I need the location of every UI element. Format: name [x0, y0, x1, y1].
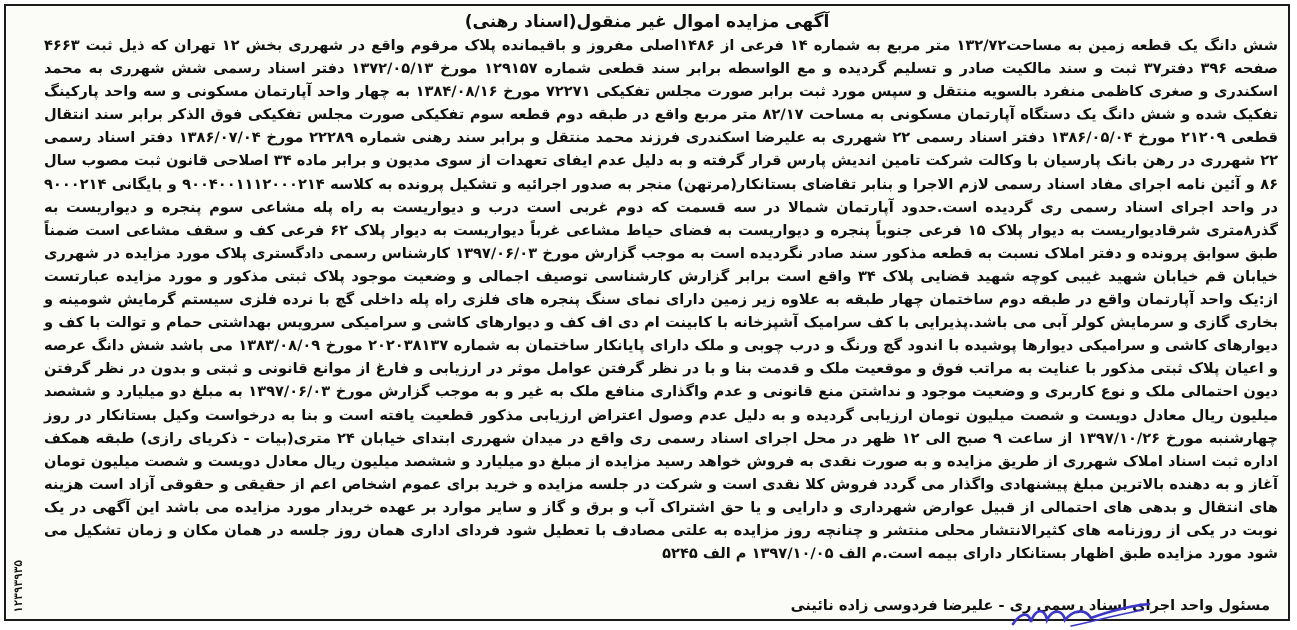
side-reference-code — [8, 551, 28, 621]
handwritten-scribble — [1011, 602, 1151, 630]
notice-signature: مسئول واحد اجرای اسناد رسمی ری - علیرضا فردوسی زاده نائینی — [790, 597, 1270, 614]
side-reference-code-text: ۱۲۳۹۳۹۳۵ — [11, 559, 25, 613]
auction-notice — [4, 4, 1290, 621]
notice-body: شش دانگ یک قطعه زمین به مساحت۱۳۲/۷۲ متر مربع به شماره ۱۴ فرعی از ۱۴۸۶اصلی مفروز و باقیمانده پلاک مرقوم واقع در شهرری بخش ۱۲ تهران که ذیل ثبت ۴۶۶۳ صفحه ۳۹۶ دفتر۳۷ ثبت و سند مالکیت صادر و تسلیم گردیده و مع الواسطه برابر سند قطعی شماره ۱۲۹۱۵۷ مورخ ۱۳۷۲/۰۵/۱۳ دفتر اسناد رسمی شش شهرری به محمد اسکندری و صغری کاظمی منفرد بالسویه منتقل و سپس مورد ثبت برابر صورت مجلس تفکیکی ۷۲۲۷۱ مورخ ۱۳۸۴/۰۸/۱۶ به چهار واحد آپارتمان مسکونی و سه واحد پارکینگ تفکیک شده و شش دانگ یک دستگاه آپارتمان مسکونی به مساحت ۸۲/۱۷ متر مربع واقع در طبقه دوم قطعه سوم تفکیکی صورت مجلس تفکیکی فوق الذکر برابر سند انتقال قطعی ۲۱۲۰۹ مورخ ۱۳۸۶/۰۵/۰۴ دفتر اسناد رسمی ۲۲ شهرری به علیرضا اسکندری فرزند محمد منتقل و برابر سند رهنی شماره ۲۲۲۸۹ مورخ ۱۳۸۶/۰۷/۰۴ دفتر اسناد رسمی ۲۲ شهرری در رهن بانک پارسیان با وکالت شرکت تامین اندیش پارس قرار گرفته و به دلیل عدم ایفای تعهدات از سوی مدیون و برابر ماده ۳۴ اصلاحی قانون ثبت مصوب سال ۸۶ و آئین نامه اجرای مفاد اسناد رسمی لازم الاجرا و بنابر تقاضای بستانکار(مرتهن) منجر به صدور اجرائیه و تشکیل پرونده به کلاسه ۹۰۰۴۰۰۱۱۱۲۰۰۰۲۱۴ و بایگانی ۹۰۰۰۲۱۴ در واحد اجرای اسناد رسمی ری گردیده است.حدود آپارتمان شمالا در سه قسمت که دوم غربی است درب و دیواریست به راه پله مشاعی سوم پنجره و دیواریست به گذر۸متری شرقادیواریست به دیوار پلاک ۱۵ فرعی جنوباً پنجره و دیواریست به فضای حیاط مشاعی غرباً دیواریست به دیوار پلاک ۶۲ فرعی کف و سقف مشاعی است ضمناً طبق سوابق پرونده و دفتر املاک نسبت به قطعه مذکور سند صادر نگردیده است به موجب گزارش مورخ ۱۳۹۷/۰۶/۰۳ کارشناس رسمی دادگستری پلاک مورد مزایده در شهرری خیابان قم خیابان شهید غیبی کوچه شهید قضایی پلاک ۳۴ واقع است برابر گزارش کارشناسی توصیف اجمالی و وضعیت موجود پلاک ثبتی مذکور و مورد مزایده عبارتست از:یک واحد آپارتمان واقع در طبقه دوم ساختمان چهار طبقه به علاوه زیر زمین دارای نمای سنگ پنجره های فلزی راه پله داخلی گچ با نرده فلزی سیستم گرمایش شومینه و بخاری گازی و سرمایش کولر آبی می باشد.پذیرایی با کف سرامیک آشپزخانه با کابینت ام دی اف کف و دیوارهای کاشی و سرامیکی سرویس بهداشتی حمام و توالت با کف و دیوارهای کاشی و سرامیکی دیوارها پوشیده با اندود گچ ورنگ و درب چوبی و ملک دارای پایانکار ساختمان به شماره ۲۰۲۰۳۸۱۳۷ مورخ ۱۳۸۳/۰۸/۰۹ می باشد شش دانگ عرصه و اعیان پلاک ثبتی مذکور با عنایت به مراتب فوق و موقعیت ملک و قدمت بنا و با در نظر گرفتن عوامل موثر در ارزیابی و فارغ از موانع قانونی و ثبتی و بدون در نظر گرفتن دیون احتمالی ملک و نوع کاربری و وضعیت موجود و نداشتن منع قانونی و عدم واگذاری منافع ملک به غیر و به موجب گزارش مورخ ۱۳۹۷/۰۶/۰۳ به مبلغ دو میلیارد و ششصد میلیون ریال معادل دویست و شصت میلیون تومان ارزیابی گردیده و به دلیل عدم وصول اعتراض ارزیابی مذکور قطعیت یافته است و بنا به درخواست وکیل بستانکار در روز چهارشنبه مورخ ۱۳۹۷/۱۰/۲۶ از ساعت ۹ صبح الی ۱۲ ظهر در محل اجرای اسناد رسمی ری واقع در میدان شهرری ابتدای خیابان ۲۴ متری(بیات - ذکریای رازی) طبقه همکف اداره ثبت اسناد املاک شهرری از طریق مزایده و به صورت نقدی به فروش خواهد رسید مزایده از مبلغ دو میلیارد و ششصد میلیون ریال معادل دویست و شصت میلیون تومان آغاز و به دهنده بالاترین مبلغ پیشنهادی واگذار می گردد فروش کلا نقدی است و شرکت در جلسه مزایده و خرید برای عموم اشخاص اعم از حقیقی و حقوقی آزاد است هزینه های انتقال و بدهی های احتمالی از قبیل عوارض شهرداری و دارایی و یا حق اشتراک آب و برق و گاز و سایر موارد بر عهده خریدار مورد مزایده می باشد این آگهی در یک نوبت در یکی از روزنامه های کثیرالانتشار محلی منتشر و چنانچه روز مزایده به علتی مصادف با تعطیل شود فردای اداری همان روز جلسه در همان مکان و زمان تشکیل می شود مورد مزایده طبق اظهار بستانکار دارای بیمه است.م الف ۱۳۹۷/۱۰/۰۵ م الف ۵۲۴۵ — [44, 37, 1279, 563]
notice-title: آگهی مزایده اموال غیر منقول(اسناد رهنی) — [464, 12, 830, 32]
